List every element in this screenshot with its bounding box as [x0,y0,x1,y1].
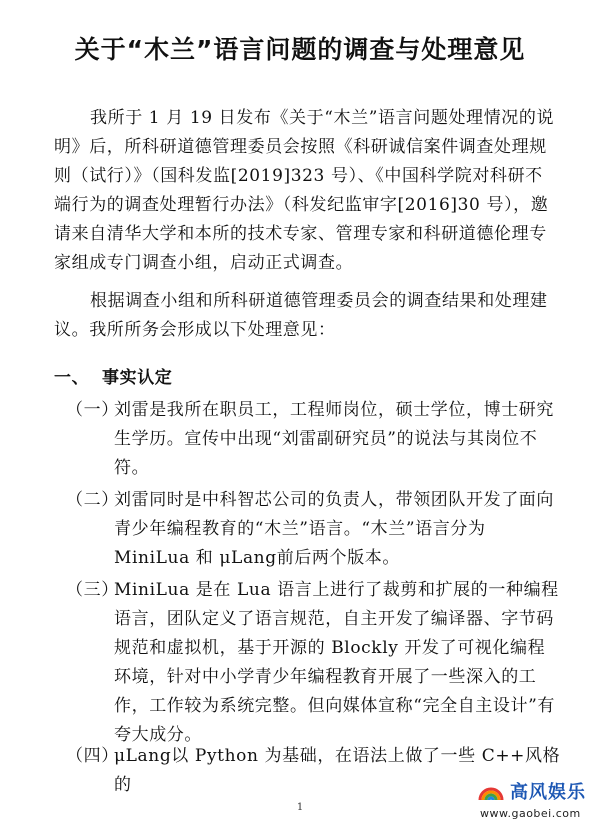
list-item-tag: （三） [66,580,119,600]
document-title: 关于“木兰”语言问题的调查与处理意见 [74,35,526,64]
section-heading-facts [54,363,172,388]
site-watermark [476,774,594,824]
paragraph-intro: 我所于 1 月 19 日发布《关于“木兰”语言问题处理情况的说明》后，所科研道德管理委员会按照《科研诚信案件调查处理规则（试行）》（国科发监[2019]323 号）、《中国科学院对科研不端行为的调查处理暂行办法》（科发纪监审字[2016]30 号），邀请来自清华大学和本所的技术专家、管理专家和科研道德伦理专家组成专门调查小组，启动正式调查。 [54,108,555,273]
list-item-text: 刘雷同时是中科智芯公司的负责人，带领团队开发了面向青少年编程教育的“木兰”语言。“木兰”语言分为 MiniLua 和 μLang前后两个版本。 [114,490,554,568]
paragraph-decision: 根据调查小组和所科研道德管理委员会的调查结果和处理建议。我所所务会形成以下处理意见： [54,291,548,340]
list-item [66,486,562,573]
watermark-brand: 高风娱乐 [510,782,586,803]
section-number: 一、 [54,368,90,388]
list-item-text: 刘雷是我所在职员工，工程师岗位，硕士学位，博士研究生学历。宣传中出现“刘雷副研究员”的说法与其岗位不符。 [114,400,554,478]
list-item [66,576,562,750]
list-item-tag: （四） [66,746,119,766]
list-item-tag: （二） [66,490,119,510]
list-item-text: MiniLua 是在 Lua 语言上进行了裁剪和扩展的一种编程语言，团队定义了语言规范，自主开发了编译器、字节码规范和虚拟机，基于开源的 Blockly 开发了可视化编程环境，针对中小学青少年编程教育开展了一些深入的工作，工作较为系统完整。但向媒体宣称“完全自主设计”有夸大成分。 [114,580,559,745]
rainbow-swirl-icon [476,778,506,806]
list-item [66,396,562,483]
section-heading-text: 事实认定 [102,368,173,388]
list-item-tag: （一） [66,400,119,420]
watermark-url: www.gaobei.com [480,807,581,820]
page-number: 1 [296,802,304,813]
list-item-text: μLang以 Python 为基础，在语法上做了一些 C++风格的 [114,746,561,795]
